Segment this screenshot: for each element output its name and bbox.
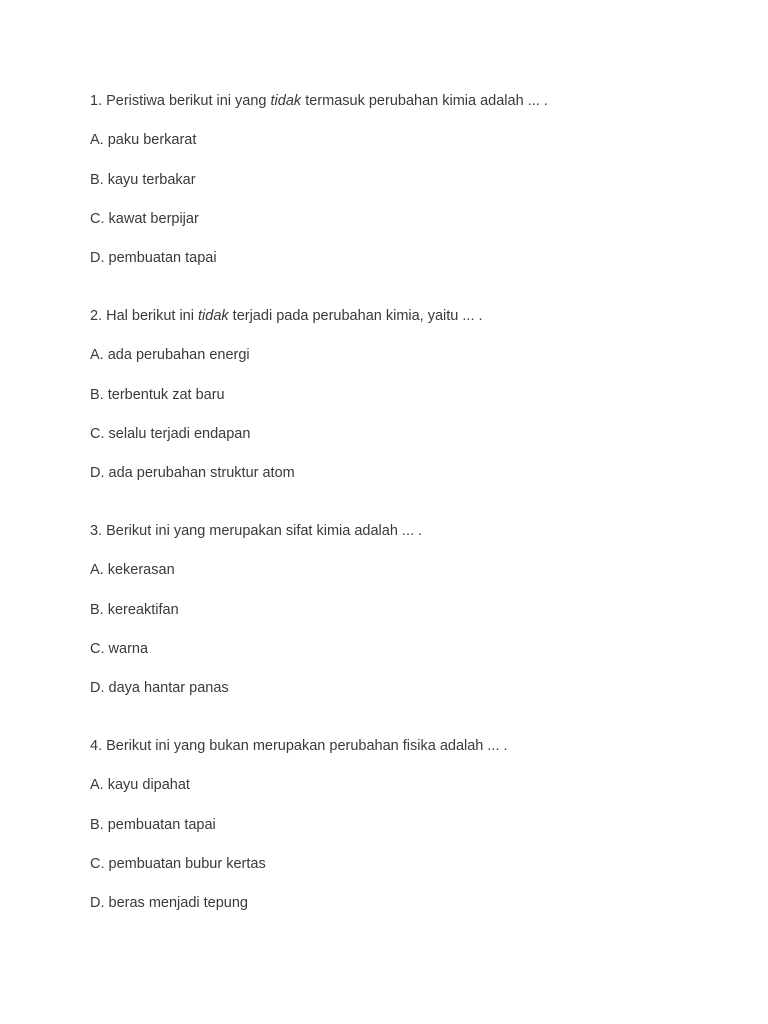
question-text [90, 82, 548, 121]
question-text-part: 4. Berikut ini yang bukan merupakan perubahan fisika adalah ... . [90, 737, 508, 754]
answer-option: A. kekerasan [90, 562, 175, 579]
answer-option: D. ada perubahan struktur atom [90, 465, 295, 482]
question-text [90, 512, 548, 551]
answer-option: A. kayu dipahat [90, 777, 190, 794]
question-text [90, 727, 548, 766]
question-text-part: 3. Berikut ini yang merupakan sifat kimia adalah ... . [90, 522, 423, 539]
answer-option: C. kawat berpijar [90, 210, 199, 227]
question-4 [90, 727, 548, 923]
answer-option: B. kayu terbakar [90, 171, 196, 188]
answer-option: D. pembuatan tapai [90, 250, 217, 267]
answer-option: B. pembuatan tapai [90, 816, 216, 833]
emphasis-text: tidak [270, 93, 302, 109]
answer-option: C. selalu terjadi endapan [90, 425, 251, 442]
question-2 [90, 297, 548, 493]
question-text-part: termasuk perubahan kimia adalah ... . [301, 93, 548, 109]
question-3 [90, 512, 548, 708]
emphasis-text: tidak [198, 307, 229, 324]
answer-option: D. beras menjadi tepung [90, 895, 248, 912]
question-text-part: 1. Peristiwa berikut ini yang [90, 93, 271, 109]
question-text [90, 297, 548, 336]
answer-option: B. terbentuk zat baru [90, 386, 225, 403]
question-list [90, 82, 548, 942]
question-text-part: terjadi pada perubahan kimia, yaitu ... . [228, 307, 483, 324]
question-text-part: 2. Hal berikut ini [90, 307, 198, 324]
answer-option: C. warna [90, 640, 149, 657]
answer-option: D. daya hantar panas [90, 680, 229, 697]
answer-option: B. kereaktifan [90, 601, 179, 618]
answer-option: A. ada perubahan energi [90, 347, 250, 364]
answer-option: A. paku berkarat [90, 132, 197, 149]
question-1 [90, 82, 548, 278]
answer-option: C. pembuatan bubur kertas [90, 855, 266, 872]
